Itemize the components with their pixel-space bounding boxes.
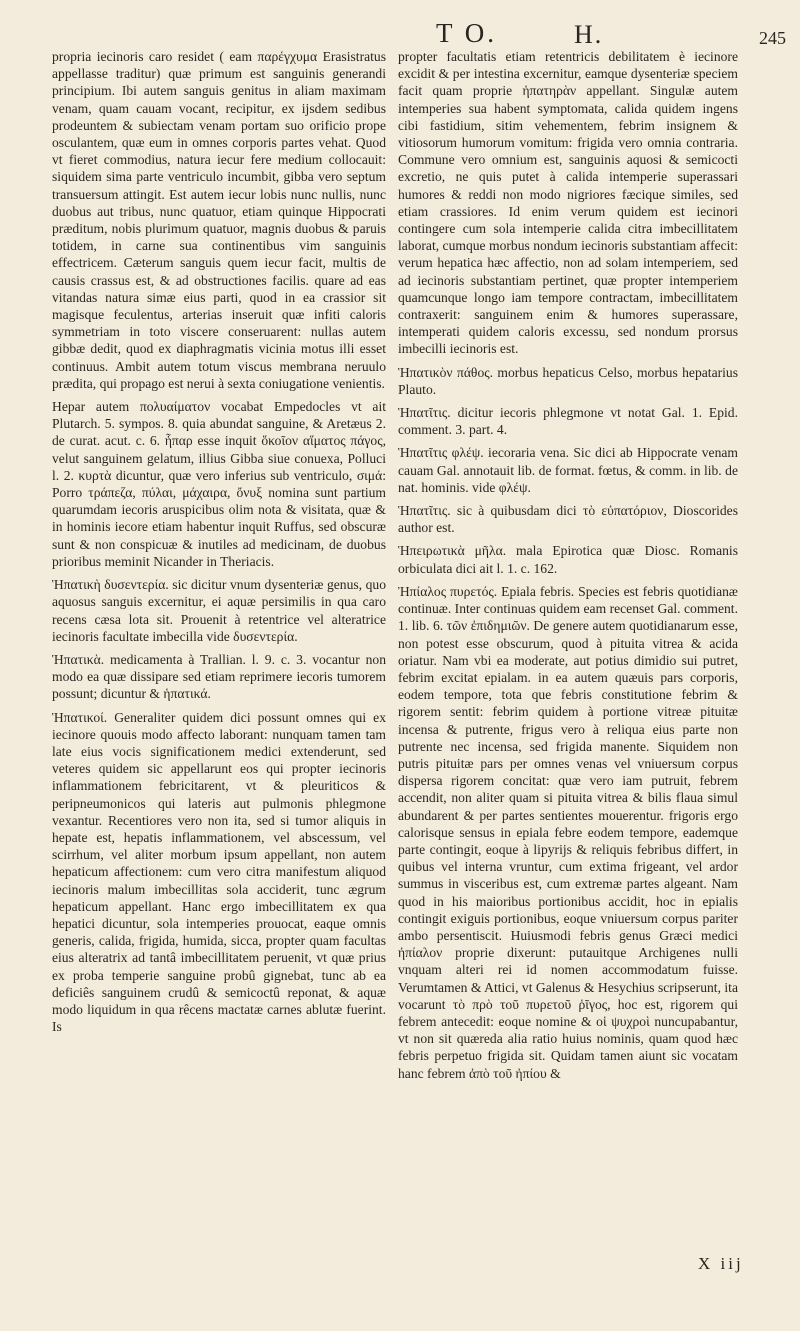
page-number: 245 bbox=[759, 28, 786, 48]
header-letter-h: H. bbox=[574, 20, 604, 49]
paragraph: propter facultatis etiam retentricis debilitatem è iecinore excidit & per intestina excernitur, eamque dysenteriæ speciem facit quam proprie ἡπατηρὰν appellant. Singulæ autem intemperies sua habent symptomata, calida quidem ingens cibi fastidium, sitim vehementem, febrim insignem & vitiosorum humorum vomitum: frigida vero omnia contraria. Commune vero omnium est, sanguinis aquosi & semicocti excretio, ne quis putet à calida intemperie superassari humores & reddi non modo nigriores fæcique similes, sed etiam crassiores. Id enim verum quidem est iecinori contingere cum sola intemperie calida citra imbecillitatem laborat, cumque morbus nondum iecinoris substantiam affecit: verum hepatica hæc affectio, non ad solam intemperiem, sed ad iecinoris substantiam pertinet, quæ propter intemperiem quamcunque longo iam tempore contractam, imbecillitatem contraxerit: sanguinem enim & humores superassare, intemperati quidem caloris excessu, sed nondum prorsus imbecilli iecinoris est. bbox=[398, 49, 738, 357]
paragraph: Ἡπατῖτις φλέψ. iecoraria vena. Sic dici ab Hippocrate venam cauam Gal. annotauit lib. de format. fœtus, & comm. in lib. de nat. hominis. vide φλέψ. bbox=[398, 445, 738, 495]
paragraph: Ἡπατῖτις. dicitur iecoris phlegmone vt notat Gal. 1. Epid. comment. 3. part. 4. bbox=[398, 405, 738, 438]
left-column bbox=[52, 48, 386, 1041]
right-column bbox=[398, 48, 738, 1088]
header-letter-to: T O. bbox=[436, 18, 498, 48]
paragraph: Ἠπίαλος πυρετός. Epiala febris. Species est febris quotidianæ continuæ. Inter continuas quidem eam recenset Gal. comment. 1. lib. 6. τῶν ἐπιδημιῶν. De genere autem quotidianarum esse, non potest esse obscurum, quod à pituita vitrea & acida oriatur. Nam vbi ea moderate, aut potius dimidio sui putret, febrim excitat epialam. in ea autem quæuis pars corporis, eodem tempore, tota que febris constitutione febrim & rigorem sentit: febrim quidem à portione vitreæ pituitæ incensa & putrente, frigus vero à reliqua eius parte non putrente nec incensa, sed frigida manente. Siquidem non putris pituitæ pars per omnes venas vel vniuersum corpus dispersa rigorem concitat: quæ vero iam putruit, febrem accendit, non aliter quam si pituita vitrea & bilis flaua simul abundarent & per partes sentientes mouerentur. frigoris ergo calorisque sensus in epiala febre eodem tempore, eademque parte contingit, eoque à lipyrijs & reliquis febribus differt, in quibus vel interna vruntur, cum extima frigeant, vel ardor summus in visceribus est, cum extremæ partes algeant. Nam quod in his maioribus portionibus accidit, hoc in epialis contingit exiguis portionibus, eoque vniuersum corpus pariter ambo persentiscit. Huiusmodi febris genus Græci medici ἠπίαλον proprie dixerunt: putauitque Archigenes nulli vnquam alteri rei id nomen accommodatum fuisse. Verumtamen & Attici, vt Galenus & Hesychius scripserunt, ita vocarunt τὸ πρὸ τοῦ πυρετοῦ ῥῖγος, hoc est, rigorem qui febrem antecedit: eoque nomine & οἱ ψυχροὶ nuncupabantur, vt non sit quæreda alia ratio huius nominis, quam quod hæc febris perpetuo frigida sit. Quidam tamen aiunt sic vocatam hanc febrem ἀπὸ τοῦ ἠπίου & bbox=[398, 583, 738, 1081]
running-header bbox=[0, 12, 800, 48]
paragraph: Ἡπατικὴ δυσεντερία. sic dicitur vnum dysenteriæ genus, quo aquosus sanguis excernitur, ei aquæ persimilis in qua caro recens cæsa lota sit. Prouenit à retentrice vel alteratrice iecinoris facultate imbecilla vide δυσεντερία. bbox=[52, 577, 386, 644]
paragraph: propria iecinoris caro residet ( eam παρέγχυμα Erasistratus appellasse traditur) quæ primum est sanguinis generandi principium. Ibi autem sanguis genitus in aliam maximam venam, quam cauam vocant, recipitur, ex ijsdem sedibus prodeuntem & subiectam venam portam suo orificio prope osculantem, quæ eum in omnes corporis partes vehat. Quod vt fieret commodius, natura iecur fere medium collocauit: siquidem sima parte ventriculo incumbit, gibba vero septum transuersum attingit. Est autem iecur lobis nunc nullis, nunc duobus aut tribus, nunc quatuor, etiam quinque Hippocrati præditum, nobis plurimum quatuor, magnis duobus & paruis totidem, in carne sua continentibus vim sanguinis effectricem. Cæterum sanguis quem iecur facit, multis de causis crassus est, & ad obstructiones facilis. quare ad eas vitandas natura simæ eius parti, quod in ea crassior sit magisque feculentus, arterias inseruit quæ infiti caloris symmetriam in toto viscere conseruarent: nullas autem gibbæ dedit, quod ex diaphragmatis vicinia motus illi esset continuus. Ambit autem totum viscus membrana neruulo prædita, qui propago est nerui à sexta coniugatione venientis. bbox=[52, 49, 386, 391]
paragraph: Ἡπατικὸν πάθος. morbus hepaticus Celso, morbus hepatarius Plauto. bbox=[398, 364, 738, 397]
paragraph: Ἡπατικὰ. medicamenta à Trallian. l. 9. c. 3. vocantur non modo ea quæ dissipare sed etiam reprimere iecoris tumorem possunt; dicuntur & ἡπατικά. bbox=[52, 651, 386, 702]
signature-mark: X iij bbox=[698, 1254, 744, 1273]
paragraph: Hepar autem πολυαίματον vocabat Empedocles vt ait Plutarch. 5. sympos. 8. quia abundat sanguine, & Aretæus 2. de curat. acut. c. 6. ἧπαρ esse inquit ὅκοῖον αἵματος πάγος, velut sanguinem gelatum, illius Gibba siue conuexa, Polluci l. 2. κυρτὰ dicuntur, quæ vero inferius sub ventriculo, σιμά: Porro τράπεζα, πύλαι, μάχαιρα, ὄνυξ nomina sunt partium quarumdam iecoris aruspicibus olim nota & visitata, quæ & in hominis iecore etiam habentur inquit Ruffus, sed obscuræ sunt & non conspicuæ & inutiles ad medicinam, de duobus prioribus meminit Nicander in Theriacis. bbox=[52, 399, 386, 569]
paragraph: Ἡπατῖτις. sic à quibusdam dici τὸ εὐπατόριον, Dioscorides author est. bbox=[398, 503, 738, 536]
paragraph: Ἡπειρωτικὰ μῆλα. mala Epirotica quæ Diosc. Romanis orbiculata dici ait l. 1. c. 162. bbox=[398, 543, 738, 576]
paragraph: Ἡπατικοί. Generaliter quidem dici possunt omnes qui ex iecinore quouis modo affecto laborant: nunquam tamen tam late eius vocis significationem medici extenderunt, sed veteres quidem sic appellarunt eos qui propter iecinoris inflammationem febricitarent, vt & pleuriticos & peripneumonicos qui lateris aut pulmonis phlegmone vexantur. Recentiores vero non ita, sed si tumor aliquis in hepate est, hepatis inflammationem, vel abscessum, vel scirrhum, vel aliter morbum ipsum appellant, non autem hepaticum affectionem: cum vero citra manifestum aliquod iecinoris malum imbecillitas sola acciderit, tunc ægrum hepaticum appellant. Hanc ergo imbecillitatem ex qua hepatici dicuntur, sola intemperies prouocat, eaque omnis generis, calida, frigida, humida, sicca, propter quam facultas eius alteratrix ad tantâ imbecillitatem peruenit, vt quæ prius ex proba temperie sanguine probû gignebat, tunc ab ea deficiês sanguinem crudû & semicoctû reponat, & aquæ modo liquidum in qua rêcens mactatæ carnes ablutæ fuerint. Is bbox=[52, 709, 386, 1035]
